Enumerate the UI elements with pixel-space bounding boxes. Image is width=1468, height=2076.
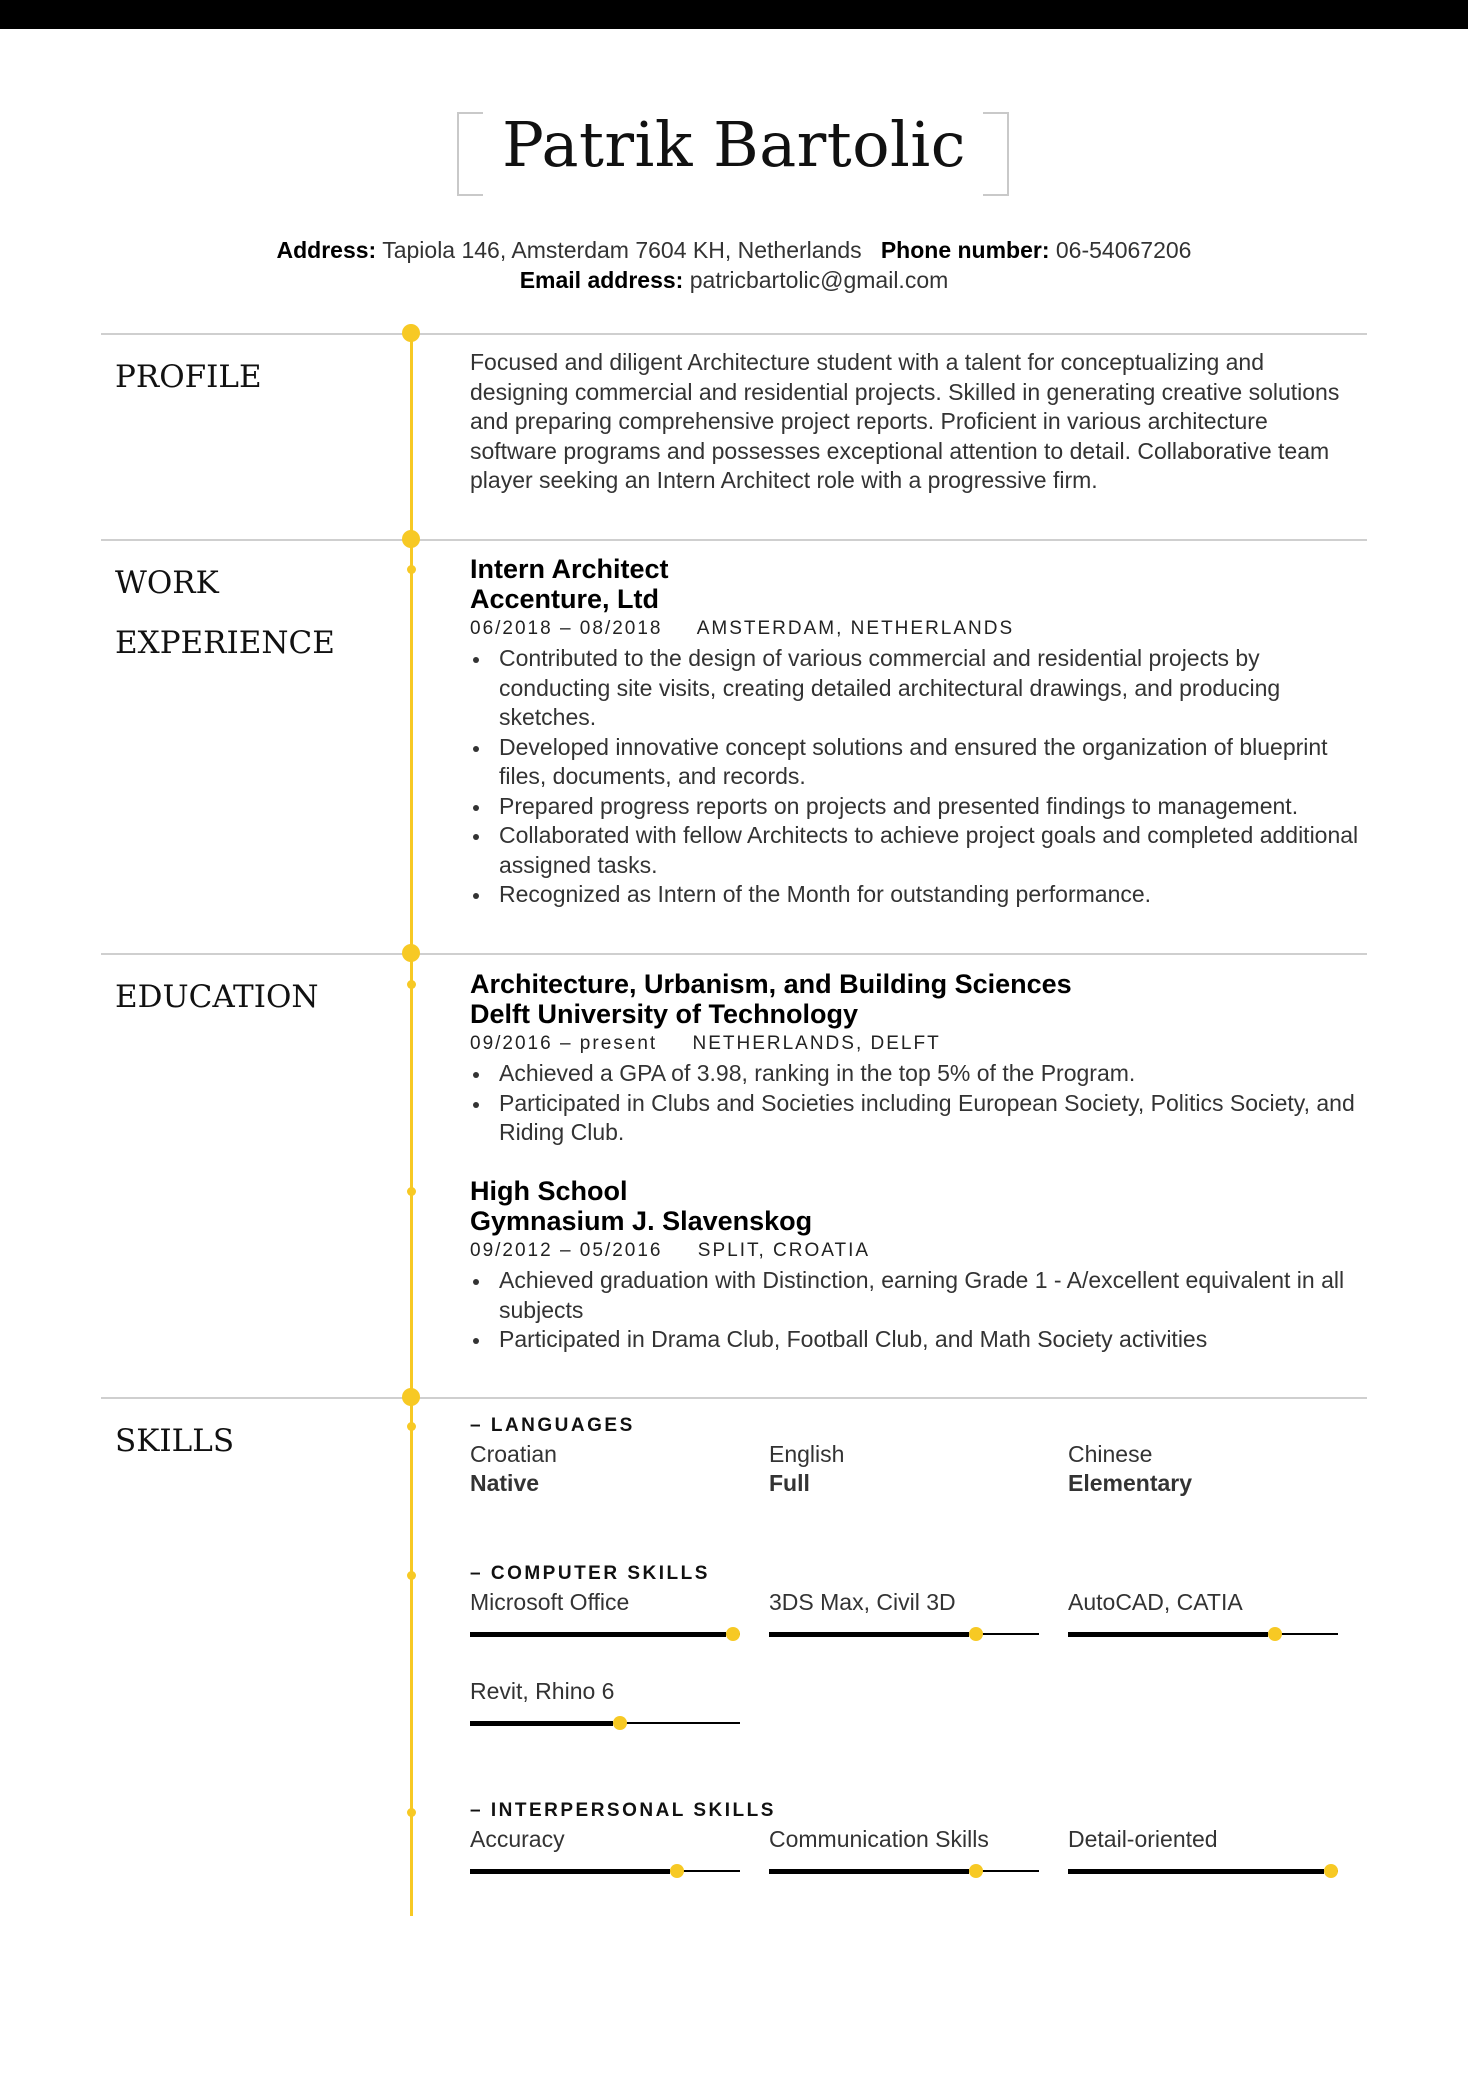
bullet-item: Participated in Drama Club, Football Club, and Math Society activities <box>499 1325 1370 1355</box>
education-school: Delft University of Technology <box>470 999 859 1029</box>
skills-category-interpersonal: – INTERPERSONAL SKILLS <box>470 1800 776 1821</box>
email-label: Email address: <box>519 267 684 293</box>
divider-education <box>101 953 1367 955</box>
language-level: Full <box>769 1470 810 1496</box>
language-item <box>769 1440 1039 1498</box>
skills-category-computer: – COMPUTER SKILLS <box>470 1563 710 1584</box>
skill-level-bar <box>1068 1863 1338 1879</box>
skill-level-knob <box>969 1627 983 1641</box>
timeline-subdot <box>407 1422 416 1431</box>
skill-level-knob <box>670 1864 684 1878</box>
skill-level-bar <box>470 1626 740 1642</box>
section-heading-education: EDUCATION <box>115 979 319 1015</box>
timeline-subdot <box>407 980 416 989</box>
education-location: SPLIT, CROATIA <box>697 1240 871 1261</box>
phone-label: Phone number: <box>880 237 1050 263</box>
language-name: Chinese <box>1068 1441 1153 1467</box>
education-degree: Architecture, Urbanism, and Building Sciences <box>470 969 1072 999</box>
skill-level-knob <box>969 1864 983 1878</box>
skill-item <box>470 1588 740 1642</box>
job-dates: 06/2018 – 08/2018 <box>470 618 663 639</box>
skill-item <box>1068 1825 1338 1879</box>
divider-work <box>101 539 1367 541</box>
bullet-item: Recognized as Intern of the Month for outstanding performance. <box>499 880 1370 910</box>
skill-item <box>769 1588 1039 1642</box>
skills-category-languages: – LANGUAGES <box>470 1415 635 1436</box>
top-bar <box>0 0 1468 29</box>
timeline-subdot <box>407 1808 416 1817</box>
education-entry <box>470 1176 1370 1355</box>
timeline-subdot <box>407 1571 416 1580</box>
skill-name: 3DS Max, Civil 3D <box>769 1589 956 1615</box>
contact-line-2 <box>0 265 1468 295</box>
skill-name: Detail-oriented <box>1068 1826 1218 1852</box>
skill-item <box>1068 1588 1338 1642</box>
skill-item <box>769 1825 1039 1879</box>
skill-name: Revit, Rhino 6 <box>470 1678 615 1704</box>
skill-name: AutoCAD, CATIA <box>1068 1589 1243 1615</box>
address-label: Address: <box>276 237 377 263</box>
address-value: Tapiola 146, Amsterdam 7604 KH, Netherlands <box>382 237 862 263</box>
bullet-item: Contributed to the design of various commercial and residential projects by conducting site visits, creating detailed architectural drawings, and producing sketches. <box>499 644 1370 733</box>
section-heading-work-line2: EXPERIENCE <box>115 625 335 661</box>
language-item <box>1068 1440 1338 1498</box>
email-value: patricbartolic@gmail.com <box>689 267 949 293</box>
divider-profile <box>101 333 1367 335</box>
timeline-dot-profile <box>402 324 420 342</box>
education-dates: 09/2016 – present <box>470 1033 658 1054</box>
job-title: Intern Architect <box>470 554 669 584</box>
skill-name: Accuracy <box>470 1826 565 1852</box>
candidate-name: Patrik Bartolic <box>502 108 966 181</box>
skill-level-knob <box>1324 1864 1338 1878</box>
timeline-dot-work <box>402 530 420 548</box>
job-company: Accenture, Ltd <box>470 584 660 614</box>
skill-level-bar <box>470 1715 740 1731</box>
education-meta <box>470 1029 1370 1059</box>
education-dates: 09/2012 – 05/2016 <box>470 1240 663 1261</box>
skill-level-knob <box>613 1716 627 1730</box>
education-meta <box>470 1236 1370 1266</box>
divider-skills <box>101 1397 1367 1399</box>
timeline-dot-skills <box>402 1388 420 1406</box>
language-item <box>470 1440 740 1498</box>
language-name: English <box>769 1441 845 1467</box>
job-location: AMSTERDAM, NETHERLANDS <box>696 618 1015 639</box>
bullet-item: Collaborated with fellow Architects to achieve project goals and completed additional assigned tasks. <box>499 821 1370 880</box>
education-degree: High School <box>470 1176 628 1206</box>
skill-level-bar <box>470 1863 740 1879</box>
skill-item <box>470 1677 740 1731</box>
education-school: Gymnasium J. Slavenskog <box>470 1206 813 1236</box>
timeline-subdot <box>407 565 416 574</box>
bullet-item: Developed innovative concept solutions and ensured the organization of blueprint files, documents, and records. <box>499 733 1370 792</box>
education-entry <box>470 969 1370 1148</box>
skill-level-bar <box>769 1863 1039 1879</box>
skill-item <box>470 1825 740 1879</box>
skill-level-bar <box>1068 1626 1338 1642</box>
language-level: Native <box>470 1470 540 1496</box>
education-location: NETHERLANDS, DELFT <box>692 1033 941 1054</box>
contact-line-1 <box>0 235 1468 265</box>
skill-name: Communication Skills <box>769 1826 989 1852</box>
skill-name: Microsoft Office <box>470 1589 630 1615</box>
bullet-item: Participated in Clubs and Societies including European Society, Politics Society, and Riding Club. <box>499 1089 1370 1148</box>
education-bullets <box>470 1059 1370 1148</box>
language-name: Croatian <box>470 1441 557 1467</box>
section-heading-profile: PROFILE <box>115 359 262 395</box>
skill-level-knob <box>1268 1627 1282 1641</box>
skill-level-bar <box>769 1626 1039 1642</box>
bullet-item: Achieved graduation with Distinction, earning Grade 1 - A/excellent equivalent in all subjects <box>499 1266 1370 1325</box>
job-bullets <box>470 644 1370 910</box>
education-bullets <box>470 1266 1370 1355</box>
bullet-item: Prepared progress reports on projects and presented findings to management. <box>499 792 1370 822</box>
skill-level-knob <box>726 1627 740 1641</box>
section-heading-work <box>115 553 335 673</box>
phone-value: 06-54067206 <box>1055 237 1192 263</box>
language-level: Elementary <box>1068 1470 1193 1496</box>
job-meta <box>470 614 1370 644</box>
section-heading-skills: SKILLS <box>115 1423 235 1459</box>
section-heading-work-line1: WORK <box>115 565 219 601</box>
job-entry <box>470 554 1370 910</box>
timeline-dot-education <box>402 944 420 962</box>
bullet-item: Achieved a GPA of 3.98, ranking in the top 5% of the Program. <box>499 1059 1370 1089</box>
timeline-subdot <box>407 1187 416 1196</box>
profile-summary: Focused and diligent Architecture student with a talent for conceptualizing and designing commercial and residential projects. Skilled in generating creative solutions and preparing comprehensive project reports. Proficient in various architecture software programs and possesses exceptional attention to detail. Collaborative team player seeking an Intern Architect role with a progressive firm. <box>470 349 1340 493</box>
